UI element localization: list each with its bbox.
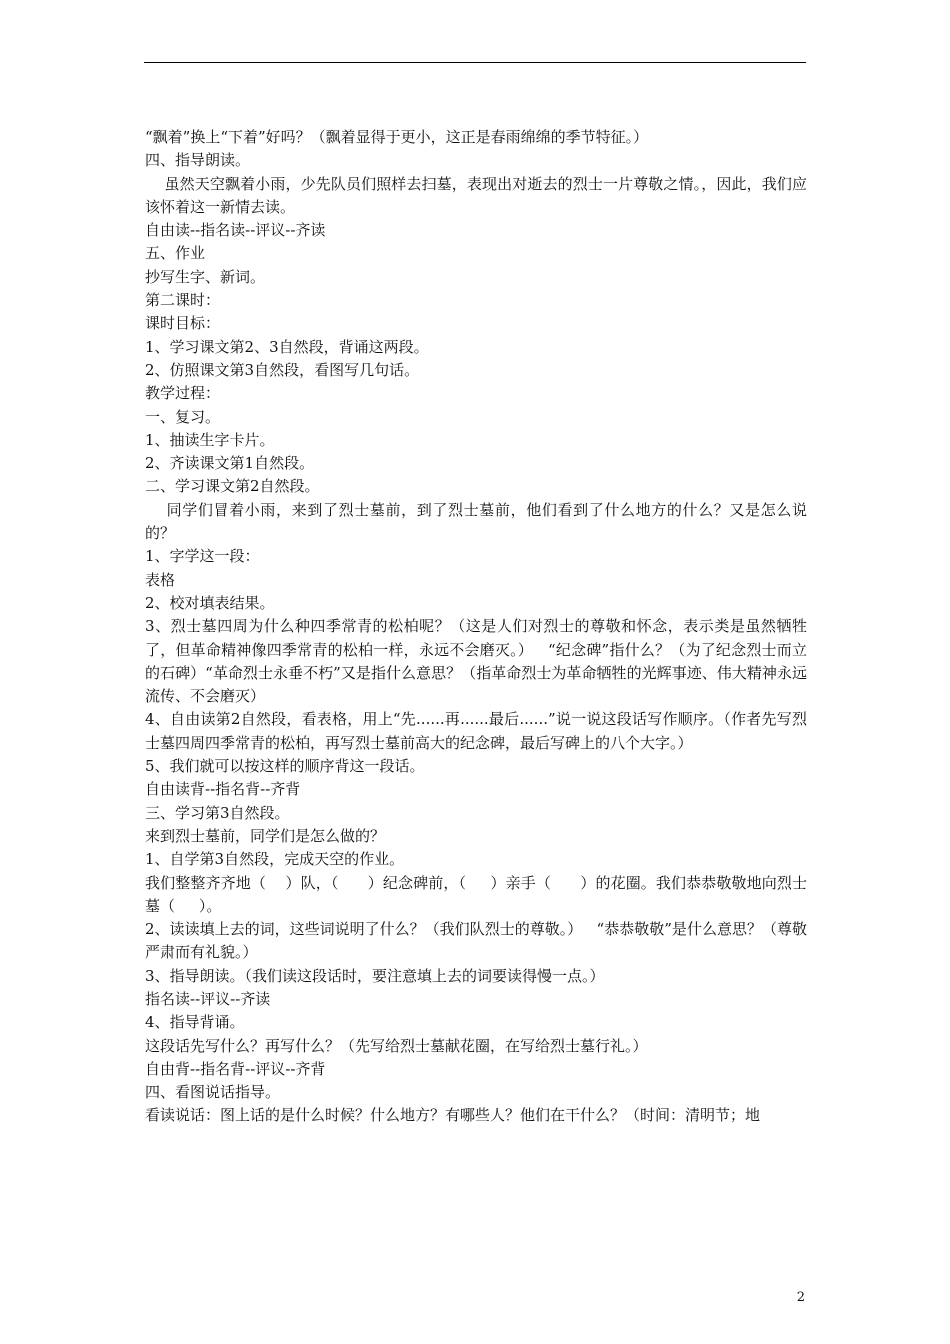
paragraph: 虽然天空飘着小雨，少先队员们照样去扫墓，表现出对逝去的烈士一片尊敬之情。，因此，我们应该怀着这一新情去读。	[145, 174, 807, 216]
paragraph: 抄写生字、新词。	[145, 267, 266, 286]
paragraph: 自由读--指名读--评议--齐读	[145, 221, 326, 240]
paragraph: 自由读背--指名背--齐背	[145, 780, 301, 799]
paragraph: “飘着”换上“下着”好吗？（飘着显得于更小，这正是春雨绵绵的季节特征。）	[145, 128, 649, 146]
list-item: 1、自学第3自然段，完成天空的作业。	[145, 850, 405, 869]
section-heading: 第二课时：	[145, 291, 221, 310]
list-item: 5、我们就可以按这样的顺序背这一段话。	[145, 757, 425, 776]
list-item: 1、字学这一段：	[145, 547, 260, 566]
section-heading: 三、学习第3自然段。	[145, 803, 290, 822]
list-item: 4、自由读第2自然段，看表格，用上“先......再......最后......”说一说这段话写作顺序。（作者先写烈士墓四周四季常青的松柏，再写烈士墓前高大的纪念碑，最后写碑上的八个大字。）	[145, 710, 807, 752]
document-body	[145, 126, 807, 1128]
paragraph: 自由背--指名背--评议--齐背	[145, 1059, 326, 1078]
section-heading: 五、作业	[145, 244, 206, 263]
list-item: 2、齐读课文第1自然段。	[145, 454, 315, 473]
section-heading: 一、复习。	[145, 407, 221, 426]
paragraph: 同学们冒着小雨，来到了烈士墓前，到了烈士墓前，他们看到了什么地方的什么？又是怎么说的？	[145, 500, 807, 543]
list-item: 1、抽读生字卡片。	[145, 430, 275, 449]
header-rule	[144, 62, 806, 63]
list-item: 2、读读填上去的词，这些词说明了什么？（我们队烈士的尊敬。） “恭恭敬敬”是什么意思？（尊敬严肃而有礼貌。）	[145, 920, 807, 962]
section-heading: 四、指导朗读。	[145, 151, 251, 170]
paragraph: 这段话先写什么？再写什么？（先写给烈士墓献花圈，在写给烈士墓行礼。）	[145, 1036, 648, 1055]
list-item: 2、校对填表结果。	[145, 593, 275, 612]
section-heading: 教学过程：	[145, 384, 221, 403]
paragraph: 来到烈士墓前，同学们是怎么做的？	[145, 826, 386, 845]
paragraph: 表格	[145, 570, 176, 589]
list-item: 3、指导朗读。（我们读这段话时，要注意填上去的词要读得慢一点。）	[145, 966, 605, 985]
section-heading: 课时目标：	[145, 314, 221, 333]
list-item: 3、烈士墓四周为什么种四季常青的松柏呢？（这是人们对烈士的尊敬和怀念，表示类是虽然牺牲了，但革命精神像四季常青的松柏一样，永远不会磨灭。） “纪念碑”指什么？（为了纪念烈士而立的石碑）“革命烈士永垂不朽”又是指什么意思？（指革命烈士为革命牺牲的光辉事迹、伟大精神永远流传、不会磨灭）	[145, 617, 807, 706]
section-heading: 二、学习课文第2自然段。	[145, 477, 320, 496]
paragraph: 指名读--评议--齐读	[145, 989, 271, 1008]
paragraph: 看读说话：图上话的是什么时候？什么地方？有哪些人？他们在干什么？（时间：清明节；地	[145, 1106, 761, 1125]
section-heading: 四、看图说话指导。	[145, 1083, 281, 1102]
fill-in-exercise: 我们整整齐齐地（ ）队，（ ）纪念碑前，（ ）亲手（ ）的花圈。我们恭恭敬敬地向烈士墓（ ）。	[145, 873, 807, 915]
list-item: 1、学习课文第2、3自然段，背诵这两段。	[145, 337, 429, 356]
list-item: 4、指导背诵。	[145, 1013, 245, 1032]
page-number: 2	[796, 1290, 805, 1305]
list-item: 2、仿照课文第3自然段，看图写几句话。	[145, 360, 420, 379]
